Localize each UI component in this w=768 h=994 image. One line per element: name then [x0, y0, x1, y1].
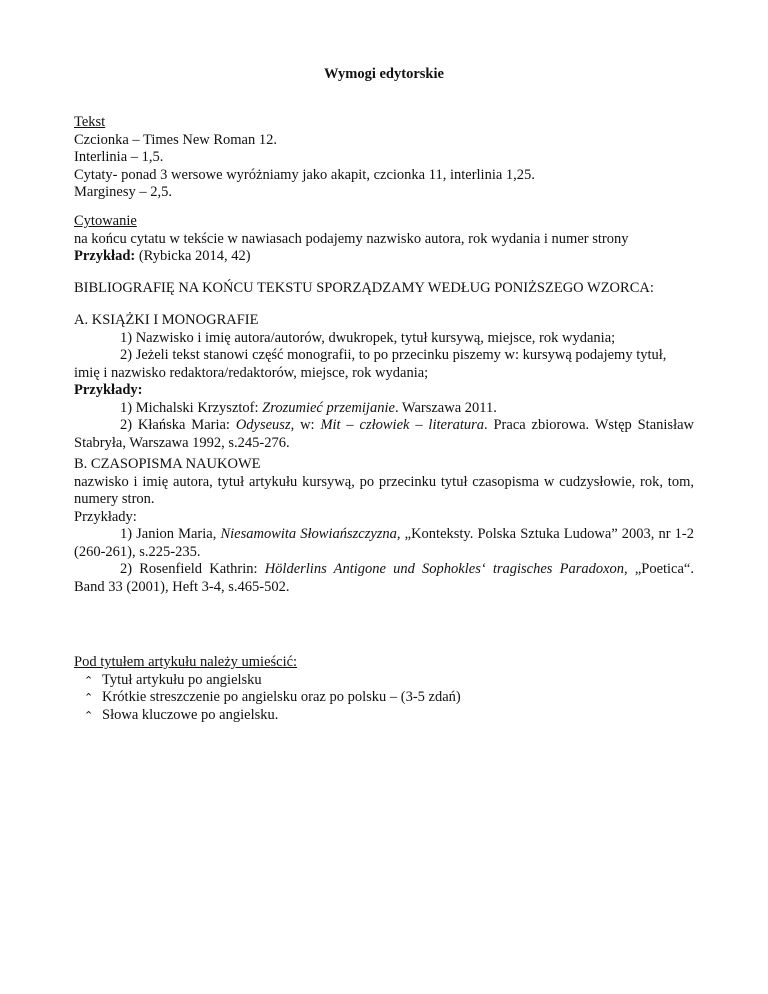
section-cytowanie — [74, 213, 694, 266]
example-author: 1) Michalski Krzysztof: — [120, 399, 263, 416]
example-label: Przykład: — [74, 248, 136, 264]
example-rest: . Praca zbiorowa. Wstęp Stanisław Stabryła, Warszawa 1992, s.245-276. — [74, 417, 695, 451]
list-item-text: Tytuł artykułu po angielsku — [102, 671, 262, 688]
section-pod-tytulem — [74, 654, 694, 724]
caret-up-icon: ⌃ — [84, 673, 94, 687]
example-rest: , „Konteksty. Polska Sztuka Ludowa” 2003, nr 1-2 (260-261), s.225-235. — [74, 526, 694, 560]
example-line — [74, 561, 694, 596]
examples-label: Przykłady: — [74, 508, 137, 525]
rule-line: 1) Nazwisko i imię autora/autorów, dwukropek, tytuł kursywą, miejsce, rok wydania; — [120, 329, 616, 346]
list-item — [78, 707, 694, 725]
section-heading-czasopisma: B. CZASOPISMA NAUKOWE — [74, 456, 261, 472]
rule-line: nazwisko i imię autora, tytuł artykułu kursywą, po przecinku tytuł czasopisma w cudzysłowie, rok, tom, numery stron. — [74, 473, 694, 507]
text-line: Czcionka – Times New Roman 12. — [74, 131, 277, 148]
example-title: Odyseusz — [235, 417, 291, 433]
example-line — [74, 417, 694, 452]
example-title: Hölderlins Antigone und Sophokles‘ tragisches Paradoxon — [264, 561, 625, 577]
document-title: Wymogi edytorskie — [324, 66, 444, 82]
section-heading-tekst: Tekst — [74, 114, 106, 130]
section-ksiazki — [74, 312, 694, 452]
text-line: Marginesy – 2,5. — [74, 184, 173, 200]
example-book: Mit – człowiek – literatura — [320, 417, 485, 433]
example-rest: , „Poetica“. Band 33 (2001), Heft 3-4, s.465-502. — [74, 561, 694, 595]
example-line — [74, 400, 694, 418]
example-mid: , w: — [290, 417, 321, 433]
section-heading-cytowanie: Cytowanie — [74, 213, 137, 229]
example-line — [74, 248, 694, 266]
text-line: Cytaty- ponad 3 wersowe wyróżniamy jako akapit, czcionka 11, interlinia 1,25. — [74, 166, 535, 183]
example-rest: . Warszawa 2011. — [394, 399, 497, 416]
example-author: 2) Kłańska Maria: — [120, 417, 236, 433]
requirements-list — [74, 672, 694, 725]
example-author: 2) Rosenfield Kathrin: — [120, 561, 265, 577]
section-heading-pod-tytulem: Pod tytułem artykułu należy umieścić: — [74, 654, 298, 670]
bibliography-heading-block — [74, 280, 694, 298]
text-line: Interlinia – 1,5. — [74, 149, 164, 165]
example-title: Niesamowita Słowiańszczyzna — [220, 526, 397, 542]
caret-up-icon: ⌃ — [84, 708, 94, 722]
text-line: na końcu cytatu w tekście w nawiasach podajemy nazwisko autora, rok wydania i numer strony — [74, 230, 629, 247]
rule-line: 2) Jeżeli tekst stanowi część monografii, to po przecinku piszemy w: kursywą podajemy tytuł, imię i nazwisko redaktora/redaktorów, miejsce, rok wydania; — [74, 347, 667, 381]
list-item — [78, 689, 694, 707]
list-item-text: Słowa kluczowe po angielsku. — [102, 706, 279, 723]
list-item-text: Krótkie streszczenie po angielsku oraz po polsku – (3-5 zdań) — [102, 689, 461, 705]
example-value: (Rybicka 2014, 42) — [135, 248, 251, 264]
example-line — [74, 526, 694, 561]
caret-up-icon: ⌃ — [84, 691, 94, 704]
examples-label: Przykłady: — [74, 382, 143, 398]
bibliography-heading: BIBLIOGRAFIĘ NA KOŃCU TEKSTU SPORZĄDZAMY WEDŁUG PONIŻSZEGO WZORCA: — [74, 280, 654, 296]
example-author: 1) Janion Maria, — [120, 526, 221, 542]
section-czasopisma — [74, 456, 694, 596]
section-tekst — [74, 114, 694, 202]
section-heading-ksiazki: A. KSIĄŻKI I MONOGRAFIE — [74, 312, 259, 328]
list-item — [78, 672, 694, 690]
example-title: Zrozumieć przemijanie — [262, 399, 395, 416]
